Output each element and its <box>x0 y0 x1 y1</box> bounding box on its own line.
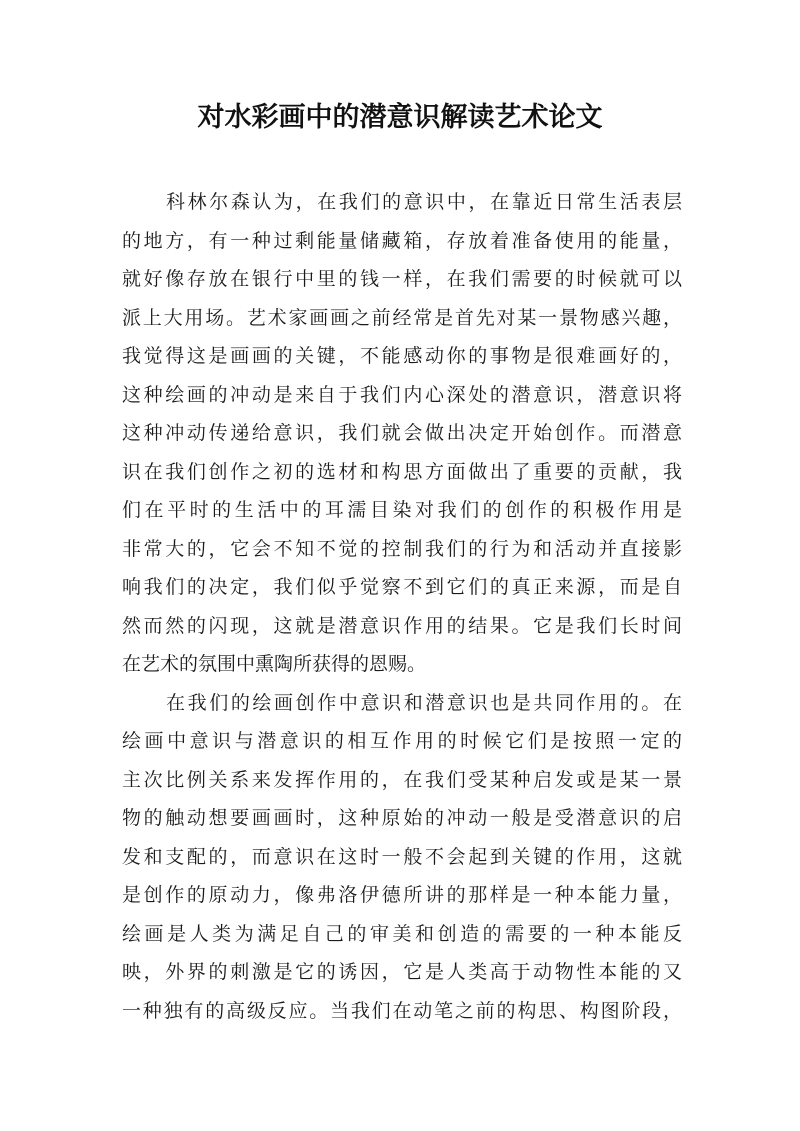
paragraph-2-line-7: 绘画是人类为满足自己的审美和创造的需要的一种本能反 <box>122 922 682 945</box>
paragraph-1-line-10: 非常大的，它会不知不觉的控制我们的行为和活动并直接影 <box>122 537 682 560</box>
paragraph-1-line-5: 我觉得这是画画的关键，不能感动你的事物是很难画好的， <box>122 345 682 367</box>
document-title: 对水彩画中的潜意识解读艺术论文 <box>197 102 603 133</box>
paragraph-2-line-2: 绘画中意识与潜意识的相互作用的时候它们是按照一定的 <box>122 730 682 752</box>
paragraph-1-line-4: 派上大用场。艺术家画画之前经常是首先对某一景物感兴趣， <box>122 306 682 329</box>
paragraph-1-line-1: 科林尔森认为，在我们的意识中，在靠近日常生活表层 <box>166 191 682 213</box>
document-body <box>122 183 682 1030</box>
paragraph-1-line-2: 的地方，有一种过剩能量储藏箱，存放着准备使用的能量， <box>122 229 682 252</box>
paragraph-2-line-9: 一种独有的高级反应。当我们在动笔之前的构思、构图阶段， <box>122 999 682 1022</box>
paragraph-1-line-9: 们在平时的生活中的耳濡目染对我们的创作的积极作用是 <box>122 499 682 521</box>
paragraph-2-line-4: 物的触动想要画画时，这种原始的冲动一般是受潜意识的启 <box>122 807 682 829</box>
paragraph-1-line-13: 在艺术的氛围中熏陶所获得的恩赐。 <box>122 653 427 675</box>
paragraph-1-line-3: 就好像存放在银行中里的钱一样，在我们需要的时候就可以 <box>122 268 682 290</box>
paragraph-2-line-8: 映，外界的刺激是它的诱因，它是人类高于动物性本能的又 <box>122 961 682 983</box>
paragraph-1-line-12: 然而然的闪现，这就是潜意识作用的结果。它是我们长时间 <box>122 614 682 637</box>
paragraph-1-line-6: 这种绘画的冲动是来自于我们内心深处的潜意识，潜意识将 <box>122 383 682 406</box>
paragraph-2-line-5: 发和支配的，而意识在这时一般不会起到关键的作用，这就 <box>122 845 682 868</box>
paragraph-1-line-7: 这种冲动传递给意识，我们就会做出决定开始创作。而潜意 <box>122 422 682 444</box>
paragraph-2-line-6: 是创作的原动力，像弗洛伊德所讲的那样是一种本能力量， <box>122 884 682 906</box>
paragraph-2-line-1: 在我们的绘画创作中意识和潜意识也是共同作用的。在 <box>166 691 682 714</box>
paragraph-2-line-3: 主次比例关系来发挥作用的，在我们受某种启发或是某一景 <box>122 768 682 791</box>
paragraph-1-line-8: 识在我们创作之初的选材和构思方面做出了重要的贡献，我 <box>122 460 682 483</box>
paragraph-1-line-11: 响我们的决定，我们似乎觉察不到它们的真正来源，而是自 <box>122 576 682 598</box>
